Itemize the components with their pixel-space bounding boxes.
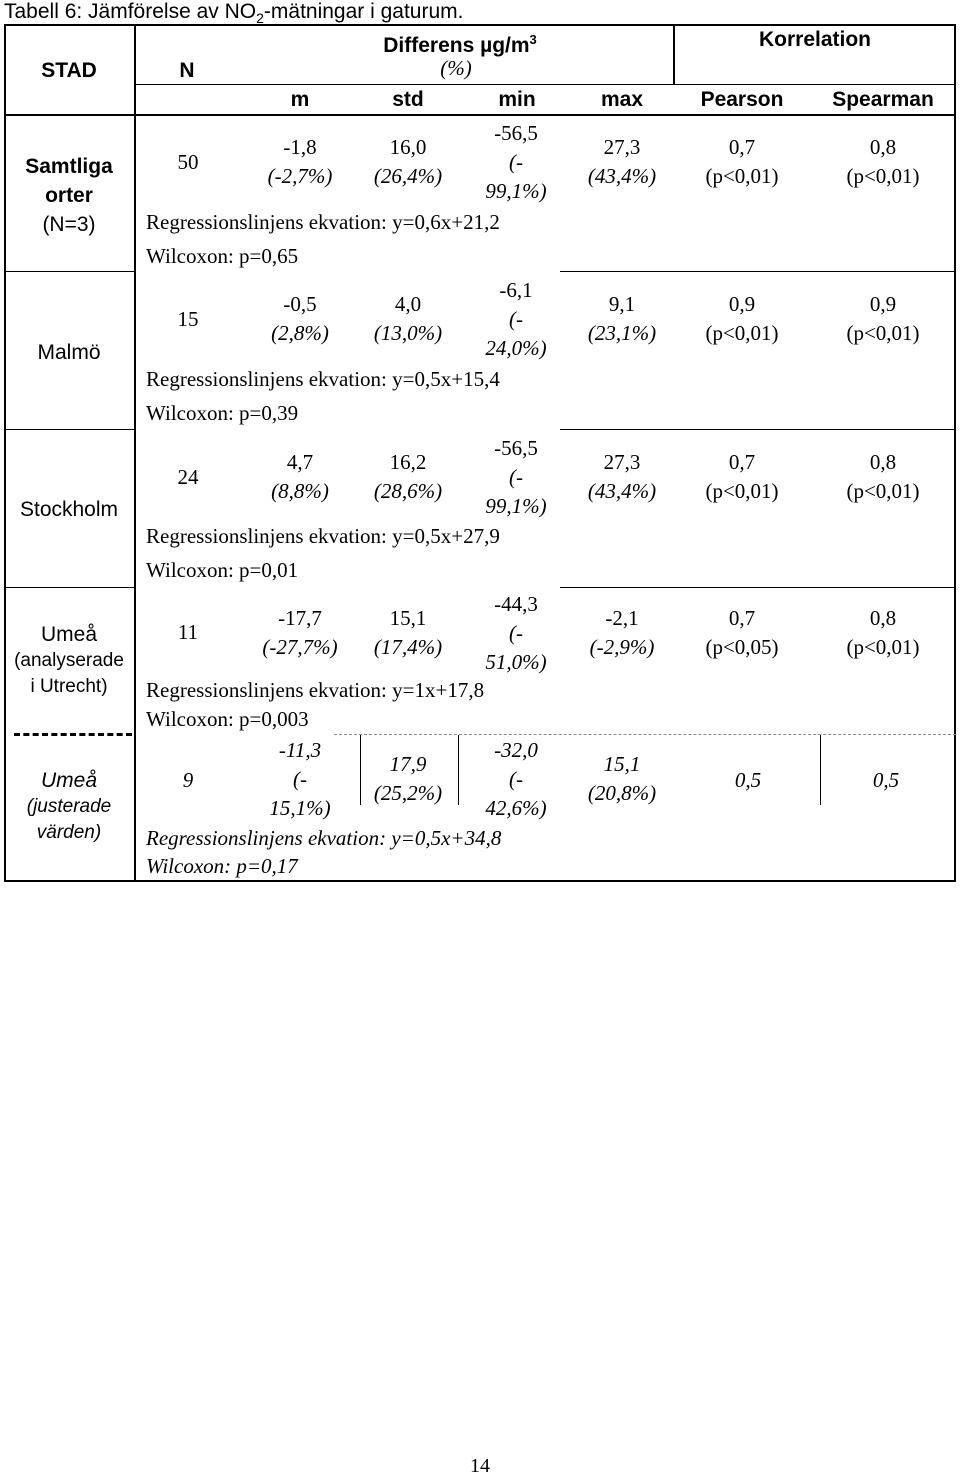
cell-min: -56,5 (- 99,1%) [485, 436, 547, 518]
cell-n: 24 [177, 465, 199, 489]
cell-pearson: 0,5 [734, 768, 762, 792]
cell-max: -2,1 (-2,9%) [589, 606, 655, 659]
cell-wilcoxon: Wilcoxon: p=0,39 [146, 401, 299, 425]
cell-n: 50 [177, 150, 199, 174]
cell-wilcoxon: Wilcoxon: p=0,65 [146, 244, 299, 268]
cell-spearman: 0,5 [872, 768, 900, 792]
row-divider-dashed-main [334, 734, 956, 735]
comparison-table [4, 24, 956, 882]
cell-std: 17,9 (25,2%) [373, 752, 443, 805]
cell-m: -11,3 (- 15,1%) [269, 738, 331, 820]
col-divider-last-row-1 [360, 735, 361, 805]
row-divider-3-stad [4, 587, 135, 588]
header-pearson: Pearson [700, 88, 784, 111]
cell-wilcoxon: Wilcoxon: p=0,17 [146, 854, 298, 878]
cell-n: 9 [182, 768, 194, 792]
col-divider-stad [134, 24, 136, 882]
row-stad-samtliga: Samtliga orter (N=3) [25, 155, 113, 236]
cell-regression: Regressionslinjens ekvation: y=1x+17,8 [146, 678, 485, 702]
page-number: 14 [470, 1455, 490, 1477]
row-divider-1-right [560, 271, 956, 272]
header-stad: STAD [41, 59, 97, 82]
cell-m: -0,5 (2,8%) [271, 292, 329, 345]
header-n: N [179, 59, 195, 82]
cell-std: 16,0 (26,4%) [373, 135, 443, 188]
cell-pearson: 0,7 (p<0,01) [705, 450, 779, 503]
cell-wilcoxon: Wilcoxon: p=0,003 [146, 707, 309, 731]
row-divider-3-right [560, 587, 956, 588]
header-std: std [392, 88, 424, 111]
row-stad-umea-analyserade: Umeå (analyserade i Utrecht) [14, 623, 124, 697]
row-stad-stockholm: Stockholm [19, 498, 119, 521]
cell-min: -56,5 (- 99,1%) [485, 121, 547, 203]
cell-n: 11 [177, 620, 199, 644]
header-m: m [290, 88, 310, 111]
cell-m: -1,8 (-2,7%) [267, 135, 333, 188]
header-max: max [600, 88, 644, 111]
row-divider-2-stad [4, 429, 135, 430]
cell-regression: Regressionslinjens ekvation: y=0,6x+21,2 [146, 210, 500, 234]
cell-regression: Regressionslinjens ekvation: y=0,5x+34,8 [146, 826, 502, 850]
cell-min: -6,1 (- 24,0%) [485, 278, 547, 360]
header-spearman: Spearman [832, 88, 934, 111]
col-divider-last-row-3 [820, 735, 821, 805]
cell-std: 4,0 (13,0%) [373, 292, 443, 345]
col-divider-last-row-2 [458, 735, 459, 805]
row-stad-umea-justerade: Umeå (justerade värden) [26, 769, 112, 843]
cell-spearman: 0,8 (p<0,01) [846, 606, 920, 659]
cell-std: 15,1 (17,4%) [373, 606, 443, 659]
cell-pearson: 0,9 (p<0,01) [705, 292, 779, 345]
cell-n: 15 [177, 307, 199, 331]
cell-max: 27,3 (43,4%) [587, 135, 657, 188]
cell-m: -17,7 (-27,7%) [262, 606, 338, 659]
cell-spearman: 0,8 (p<0,01) [846, 450, 920, 503]
cell-spearman: 0,8 (p<0,01) [846, 135, 920, 188]
cell-std: 16,2 (28,6%) [373, 450, 443, 503]
cell-max: 27,3 (43,4%) [587, 450, 657, 503]
cell-min: -32,0 (- 42,6%) [485, 738, 547, 820]
header-korrelation: Korrelation [758, 28, 872, 51]
col-divider-korrelation [673, 24, 675, 84]
cell-min: -44,3 (- 51,0%) [485, 592, 547, 674]
cell-spearman: 0,9 (p<0,01) [846, 292, 920, 345]
cell-pearson: 0,7 (p<0,01) [705, 135, 779, 188]
cell-max: 15,1 (20,8%) [587, 752, 657, 805]
row-divider-2-right [560, 429, 956, 430]
row-divider-1-stad [4, 271, 135, 272]
header-divider-2 [4, 114, 956, 116]
header-min: min [498, 88, 536, 111]
row-divider-dashed-stad [14, 733, 132, 736]
row-stad-malmo: Malmö [37, 341, 101, 364]
table-caption: Tabell 6: Jämförelse av $NO_2$-mätningar i gaturum. [4, 0, 464, 27]
cell-regression: Regressionslinjens ekvation: y=0,5x+27,9 [146, 524, 500, 548]
cell-max: 9,1 (23,1%) [587, 292, 657, 345]
header-differens: Differens $\mu g/m^3$ [383, 32, 537, 57]
cell-pearson: 0,7 (p<0,05) [705, 606, 779, 659]
cell-wilcoxon: Wilcoxon: p=0,01 [146, 558, 299, 582]
cell-regression: Regressionslinjens ekvation: y=0,5x+15,4 [146, 367, 500, 391]
cell-m: 4,7 (8,8%) [271, 450, 329, 503]
header-differens-percent: (%) [440, 56, 472, 80]
